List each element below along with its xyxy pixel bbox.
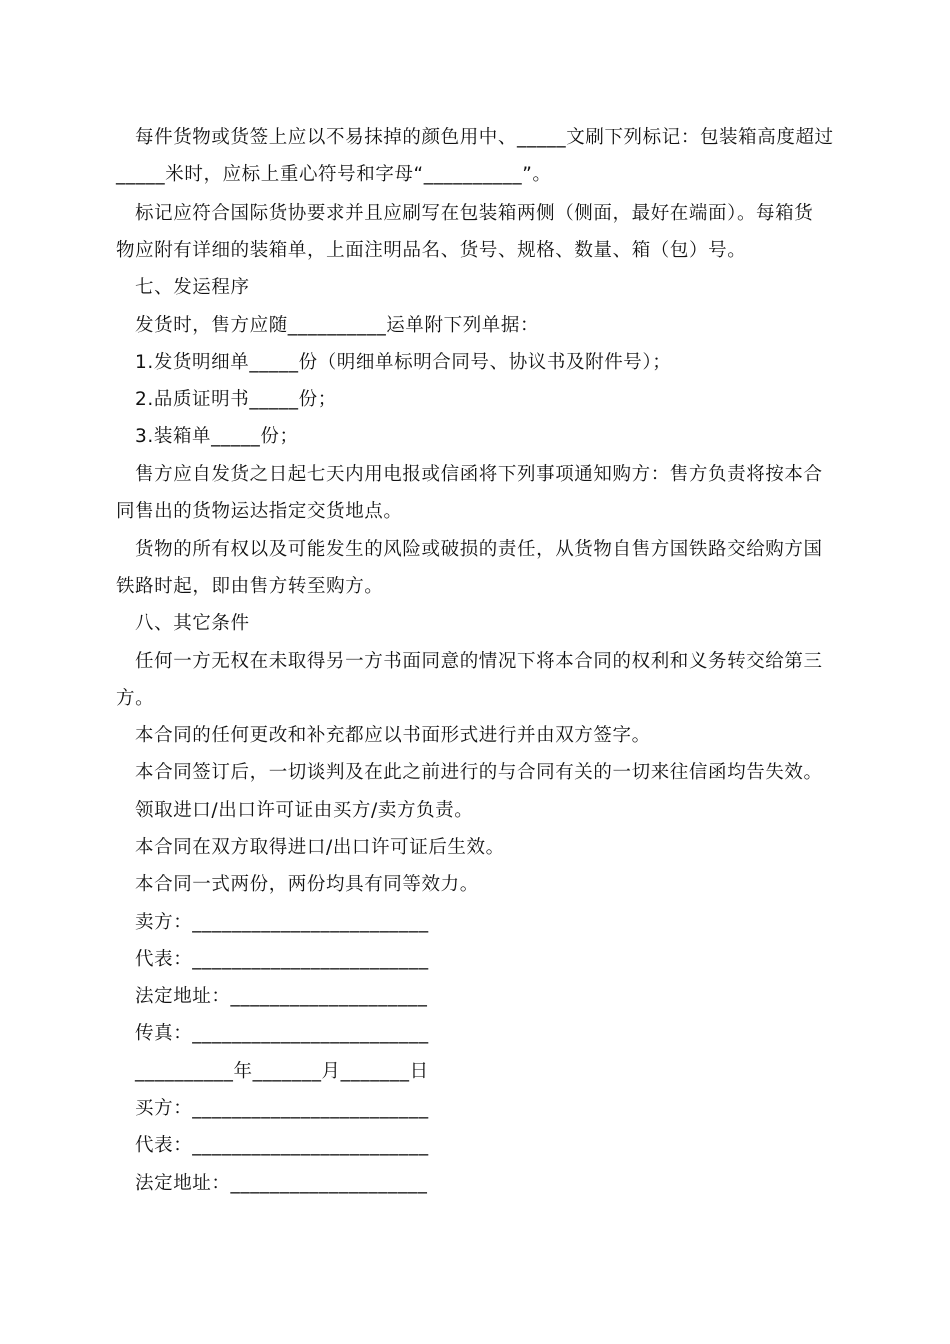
buyer-field: 买方：________________________: [135, 1098, 429, 1119]
list-item-2: 2.品质证明书_____份；: [135, 389, 337, 410]
paragraph-amendments: 本合同的任何更改和补充都应以书面形式进行并由双方签字。: [135, 725, 651, 746]
seller-address-field: 法定地址：____________________: [135, 986, 428, 1007]
seller-field: 卖方：________________________: [135, 912, 429, 933]
buyer-address-field: 法定地址：____________________: [135, 1173, 428, 1194]
paragraph-marking-1: 每件货物或货签上应以不易抹掉的颜色用中、_____文刷下列标记：包装箱高度超过: [135, 127, 834, 148]
paragraph-notify-1: 售方应自发货之日起七天内用电报或信函将下列事项通知购方：售方负责将按本合: [135, 464, 823, 485]
paragraph-marking-2: _____米时，应标上重心符号和字母“__________”。: [116, 164, 552, 185]
seller-representative-field: 代表：________________________: [135, 949, 429, 970]
paragraph-transfer-2: 方。: [116, 688, 155, 709]
paragraph-marking-4: 物应附有详细的装箱单，上面注明品名、货号、规格、数量、箱（包）号。: [116, 240, 747, 261]
list-item-3: 3.装箱单_____份；: [135, 426, 299, 447]
paragraph-transfer-1: 任何一方无权在未取得另一方书面同意的情况下将本合同的权利和义务转交给第三: [135, 651, 823, 672]
buyer-representative-field: 代表：________________________: [135, 1135, 429, 1156]
paragraph-license: 领取进口/出口许可证由买方/卖方负责。: [135, 800, 474, 821]
paragraph-ownership-2: 铁路时起，即由售方转至购方。: [116, 576, 384, 597]
date-field: __________年_______月_______日: [135, 1061, 429, 1082]
paragraph-effective: 本合同在双方取得进口/出口许可证后生效。: [135, 837, 505, 858]
list-item-1: 1.发货明细单_____份（明细单标明合同号、协议书及附件号）；: [135, 352, 672, 373]
section-heading-shipping: 七、发运程序: [135, 277, 250, 298]
paragraph-shipping-docs: 发货时，售方应随__________运单附下列单据：: [135, 315, 540, 336]
paragraph-supersede: 本合同签订后，一切谈判及在此之前进行的与合同有关的一切来往信函均告失效。: [135, 762, 823, 783]
paragraph-ownership-1: 货物的所有权以及可能发生的风险或破损的责任，从货物自售方国铁路交给购方国: [135, 539, 823, 560]
paragraph-marking-3: 标记应符合国际货协要求并且应刷写在包装箱两侧（侧面，最好在端面）。每箱货: [135, 203, 814, 224]
section-heading-other: 八、其它条件: [135, 613, 250, 634]
seller-fax-field: 传真：________________________: [135, 1023, 429, 1044]
paragraph-copies: 本合同一式两份，两份均具有同等效力。: [135, 874, 479, 895]
paragraph-notify-2: 同售出的货物运达指定交货地点。: [116, 501, 403, 522]
